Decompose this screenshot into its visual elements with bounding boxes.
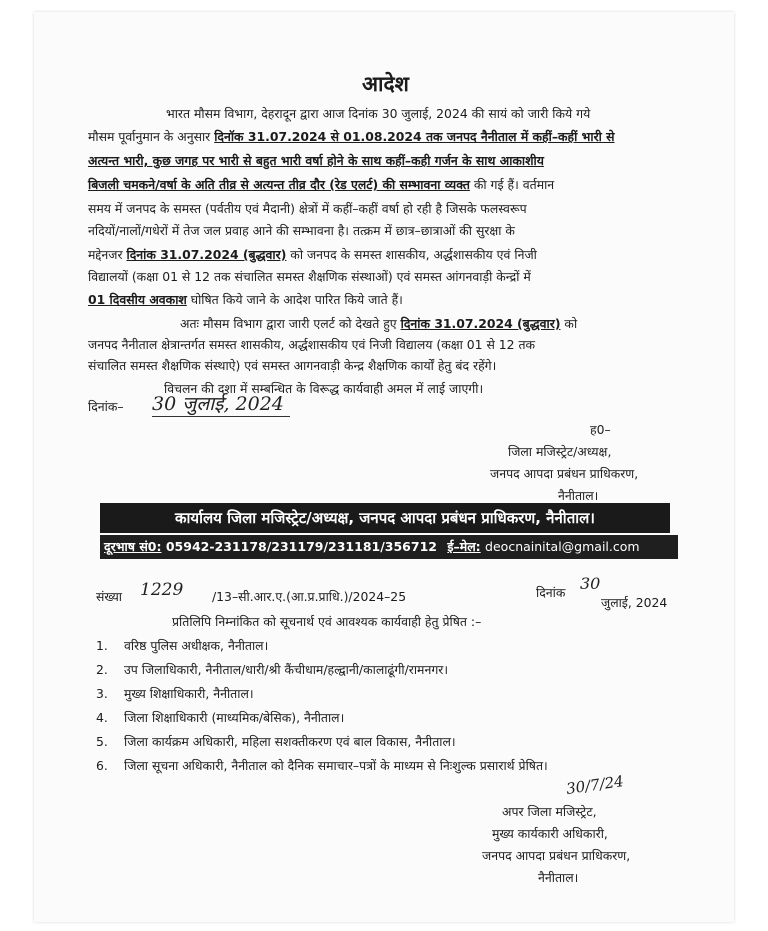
emphasized-text: दिनांक 31.07.2024 (बुद्धवार) [400,316,561,331]
body-text: जनपद नैनीताल क्षेत्रान्तर्गत समस्त शासकीय, अर्द्धशासकीय एवं निजी विद्यालय (कक्षा 01 से 12 तक [88,337,536,352]
emphasized-text: 01 दिवसीय अवकाश [88,292,187,307]
emphasized-text: बिजली चमकने/वर्षा के अति तीव्र से अत्यन्त तीव्र दौर (रेड एलर्ट) की सम्भावना व्यक्त [88,177,470,192]
order-body-line [88,176,688,193]
dispatch-date-label: दिनांक [536,585,566,600]
order-signature-line: नैनीताल। [558,488,599,503]
email-label: ई–मेल: [447,539,481,554]
order-body-line [88,105,766,122]
recipient-item [96,709,344,726]
order-body-line [88,268,688,285]
office-contact-bar [100,535,678,559]
order-title: आदेश [362,72,409,96]
order-signature-line: ह0– [590,422,611,437]
recipient-text: मुख्य शिक्षाधिकारी, नैनीताल। [124,686,254,701]
recipient-item [96,661,448,678]
order-date-handwritten: 30 जुलाई, 2024 [152,390,290,417]
email-address[interactable]: deocnainital@gmail.com [485,539,640,554]
recipient-number: 5. [96,734,108,749]
recipient-text: वरिष्ठ पुलिस अधीक्षक, नैनीताल। [124,638,269,653]
recipient-item [96,757,548,774]
recipient-number: 6. [96,758,108,773]
order-date-label: दिनांक– [88,399,124,414]
recipient-number: 4. [96,710,108,725]
copy-intro: प्रतिलिपि निम्नांकित को सूचनार्थ एवं आवश्यक कार्यवाही हेतु प्रेषित :– [172,614,482,629]
body-text: घोषित किये जाने के आदेश पारित किये जाते हैं। [186,292,403,307]
order-body-line [88,128,688,145]
recipient-item [96,685,254,702]
order-body-line [88,315,768,332]
recipient-number: 2. [96,662,108,677]
dispatch-number-handwritten: 1229 [140,580,184,600]
order-signature-line: जिला मजिस्ट्रेट/अध्यक्ष, [508,444,612,459]
body-text: को [560,316,578,331]
body-text: भारत मौसम विभाग, देहरादून द्वारा आज दिनांक 30 जुलाई, 2024 की सायं को जारी किये गये [166,106,591,121]
order-body-line [88,152,688,169]
order-body-line [88,200,688,217]
body-text: की गई हैं। वर्तमान [469,177,555,192]
recipient-text: उप जिलाधिकारी, नैनीताल/धारी/श्री कैंचीधाम/हल्द्वानी/कालाढूंगी/रामनगर। [124,662,449,677]
emphasized-text: दिनॉक 31.07.2024 से 01.08.2024 तक जनपद नैनीताल में कहीं–कहीं भारी से [214,129,615,144]
order-body-line [88,222,688,239]
dispatch-signature-line: नैनीताल। [538,870,579,885]
body-text: समय में जनपद के समस्त (पर्वतीय एवं मैदानी) क्षेत्रों में कहीं–कहीं वर्षा हो रही है जिसके फलस्वरूप [88,201,527,216]
dispatch-signature-line: मुख्य कार्यकारी अधिकारी, [492,826,608,841]
recipient-item [96,733,456,750]
order-body-line [88,291,688,308]
recipient-text: जिला कार्यक्रम अधिकारी, महिला सशक्तीकरण एवं बाल विकास, नैनीताल। [124,734,456,749]
order-body-line [88,246,688,263]
recipient-number: 3. [96,686,108,701]
body-text: विद्यालयों (कक्षा 01 से 12 तक संचालित समस्त शैक्षणिक संस्थाओं) एवं समस्त आंगनवाड़ी केन्द्रों में [88,269,531,284]
body-text: मौसम पूर्वानुमान के अनुसार [88,129,215,144]
recipient-text: जिला शिक्षाधिकारी (माध्यमिक/बेसिक), नैनीताल। [124,710,345,725]
recipient-number: 1. [96,638,108,653]
signature-date-handwritten: 30/7/24 [565,772,625,798]
office-banner: कार्यालय जिला मजिस्ट्रेट/अध्यक्ष, जनपद आपदा प्रबंधन प्राधिकरण, नैनीताल। [100,503,670,533]
phone-numbers: 05942-231178/231179/231181/356712 [165,539,437,554]
recipient-item [96,637,268,654]
body-text: मद्देनजर [88,247,127,262]
dispatch-signature-line: अपर जिला मजिस्ट्रेट, [502,804,597,819]
dispatch-date-day-handwritten: 30 [580,574,601,593]
body-text: को जनपद के समस्त शासकीय, अर्द्धशासकीय एवं निजी [286,247,537,262]
phone-label: दूरभाष सं0: [104,539,162,554]
order-body-line [88,357,688,374]
dispatch-date-rest: जुलाई, 2024 [601,595,668,610]
order-body-line [88,336,688,353]
body-text: संचालित समस्त शैक्षणिक संस्थाऐ) एवं समस्त आगनवाड़ी केन्द्र शैक्षणिक कार्यों हेतु बंद रहेंगे। [88,358,497,373]
emphasized-text: दिनांक 31.07.2024 (बुद्धवार) [126,247,287,262]
body-text: विचलन की दशा में सम्बन्धित के विरूद्ध कार्यवाही अमल में लाई जाएगी। [164,381,484,396]
body-text: नदियों/नालों/गधेरों में तेज जल प्रवाह आने की सम्भावना है। तत्क्रम में छात्र–छात्राओं की सुरक्षा के [88,223,515,238]
dispatch-signature-line: जनपद आपदा प्रबंधन प्राधिकरण, [482,848,631,863]
emphasized-text: अत्यन्त भारी, कुछ जगह पर भारी से बहुत भारी वर्षा होने के साथ कहीं–कही गर्जन के साथ आकाशीय [88,153,544,168]
order-signature-line: जनपद आपदा प्रबंधन प्राधिकरण, [490,466,639,481]
body-text: अतः मौसम विभाग द्वारा जारी एलर्ट को देखते हुए [180,316,401,331]
dispatch-reference: /13–सी.आर.ए.(आ.प्र.प्राधि.)/2024–25 [212,589,407,604]
dispatch-number-label: संख्या [96,589,123,604]
recipient-text: जिला सूचना अधिकारी, नैनीताल को दैनिक समाचार–पत्रों के माध्यम से निःशुल्क प्रसारार्थ प्रेषित। [124,758,548,773]
